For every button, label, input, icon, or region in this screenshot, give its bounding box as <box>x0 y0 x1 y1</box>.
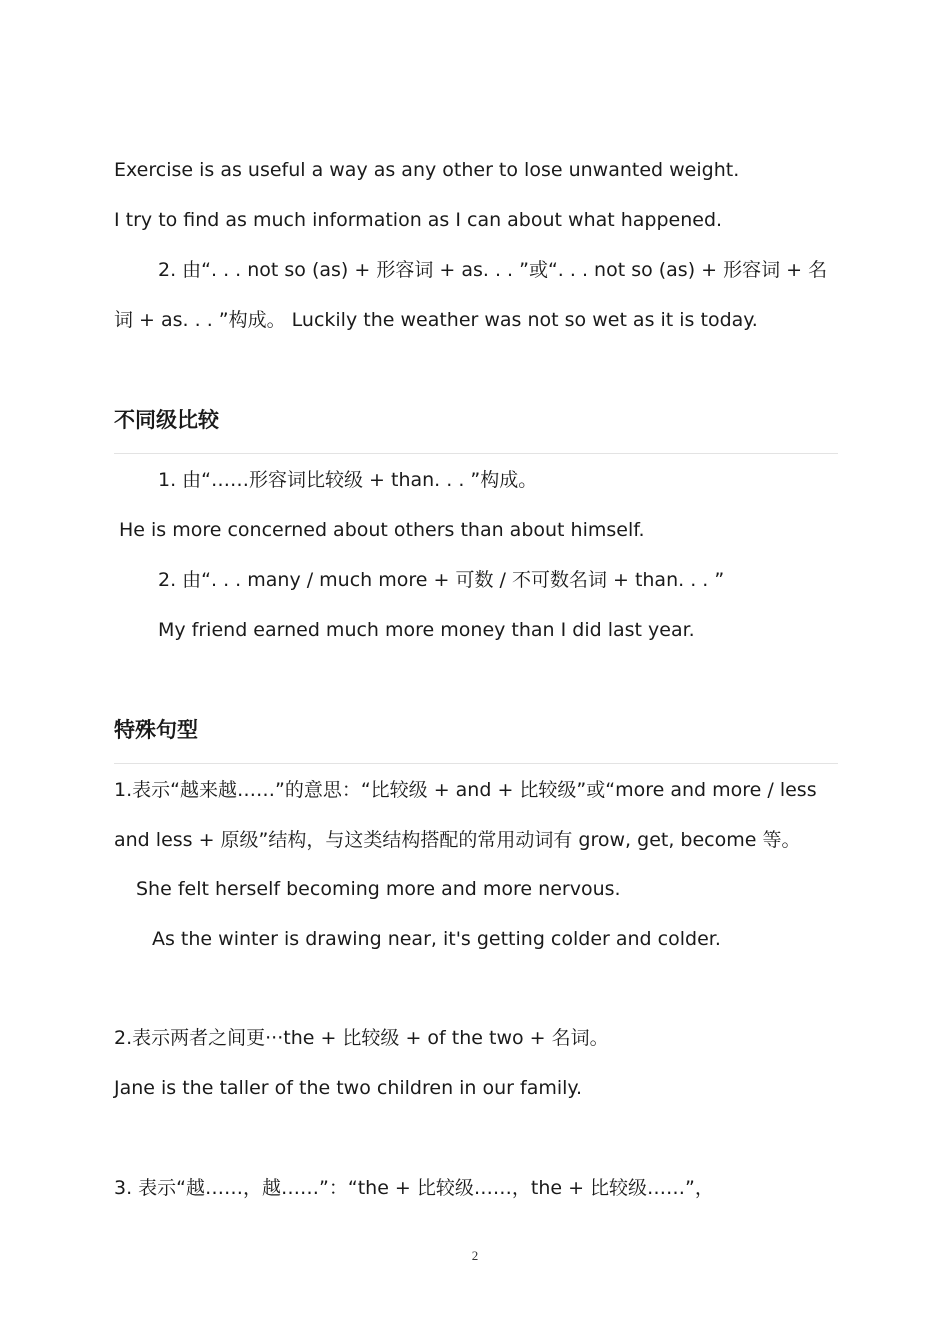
example-sentence: Jane is the taller of the two children in our family. <box>114 1077 582 1099</box>
example-sentence: My friend earned much more money than I did last year. <box>158 619 695 641</box>
section-divider <box>114 453 838 454</box>
example-sentence: She felt herself becoming more and more nervous. <box>136 878 621 900</box>
example-sentence: Exercise is as useful a way as any other to lose unwanted weight. <box>114 159 740 181</box>
rule-text: 2. 由“. . . many / much more + 可数 / 不可数名词 + than. . . ” <box>158 569 725 591</box>
rule-text: 2.表示两者之间更···the + 比较级 + of the two + 名词。 <box>114 1027 609 1049</box>
example-sentence: I try to find as much information as I can about what happened. <box>114 209 723 231</box>
rule-text: 1.表示“越来越……”的意思：“比较级 + and + 比较级”或“more and more / less <box>114 779 817 801</box>
rule-text: 词 + as. . . ”构成。 Luckily the weather was not so wet as it is today. <box>114 309 758 331</box>
section-divider <box>114 763 838 764</box>
rule-text: and less + 原级”结构，与这类结构搭配的常用动词有 grow, get, become 等。 <box>114 829 801 851</box>
section-heading: 不同级比较 <box>114 408 219 432</box>
rule-text: 2. 由“. . . not so (as) + 形容词 + as. . . ”或“. . . not so (as) + 形容词 + 名 <box>158 259 828 281</box>
example-sentence: As the winter is drawing near, it's getting colder and colder. <box>152 928 721 950</box>
page-number: 2 <box>471 1248 479 1263</box>
section-heading: 特殊句型 <box>114 718 198 742</box>
example-sentence: He is more concerned about others than about himself. <box>119 519 645 541</box>
rule-text: 1. 由“……形容词比较级 + than. . . ”构成。 <box>158 469 538 491</box>
rule-text: 3. 表示“越……，越……”：“the + 比较级……，the + 比较级……”， <box>114 1177 714 1199</box>
